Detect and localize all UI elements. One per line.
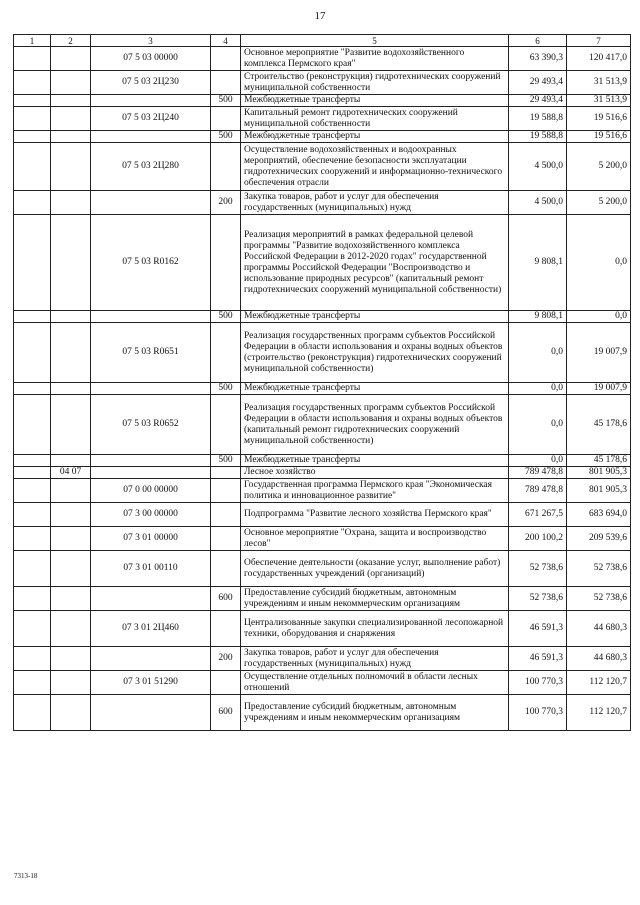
target-code-cell [91,131,211,143]
amount-year1-cell: 52 738,6 [509,587,567,611]
amount-year2-cell: 0,0 [567,215,631,311]
section-cell [14,191,51,215]
amount-year1-cell: 9 808,1 [509,215,567,311]
section-cell [14,107,51,131]
table-row [14,131,631,143]
expense-type-cell [211,395,241,455]
page-number: 17 [314,10,326,22]
table-row [14,383,631,395]
description-cell: Государственная программа Пермского края "Экономическая политика и инновационное развитие" [241,479,509,503]
target-code-cell: 07 5 03 2Ц240 [91,107,211,131]
amount-year1-cell: 4 500,0 [509,143,567,191]
description-cell: Лесное хозяйство [241,467,509,479]
section-cell [14,467,51,479]
table-row [14,455,631,467]
target-code-cell [91,191,211,215]
subsection-cell [51,383,91,395]
target-code-cell: 07 3 01 00110 [91,551,211,587]
subsection-cell [51,143,91,191]
amount-year2-cell: 0,0 [567,311,631,323]
table-row [14,527,631,551]
description-cell: Межбюджетные трансферты [241,311,509,323]
amount-year1-cell: 19 588,8 [509,131,567,143]
subsection-cell [51,671,91,695]
subsection-cell [51,455,91,467]
description-cell: Реализация государственных программ субъектов Российской Федерации в области использования и охраны водных объектов (строительство (реконструкция) гидротехнических сооружений муниципальной собственности) [241,323,509,383]
subsection-cell [51,107,91,131]
amount-year2-cell: 209 539,6 [567,527,631,551]
subsection-cell [51,191,91,215]
amount-year2-cell: 801 905,3 [567,467,631,479]
subsection-cell [51,311,91,323]
subsection-cell [51,695,91,731]
section-cell [14,647,51,671]
description-cell: Предоставление субсидий бюджетным, автономным учреждениям и иным некоммерческим организациям [241,695,509,731]
table-row [14,695,631,731]
target-code-cell [91,95,211,107]
table-row [14,95,631,107]
amount-year2-cell: 44 680,3 [567,611,631,647]
section-cell [14,311,51,323]
subsection-cell [51,131,91,143]
section-cell [14,455,51,467]
table-row [14,107,631,131]
description-cell: Основное мероприятие "Охрана, защита и воспроизводство лесов" [241,527,509,551]
target-code-cell: 07 5 03 R0162 [91,215,211,311]
amount-year2-cell: 5 200,0 [567,191,631,215]
amount-year1-cell: 29 493,4 [509,71,567,95]
target-code-cell [91,467,211,479]
amount-year2-cell: 19 516,6 [567,131,631,143]
amount-year1-cell: 9 808,1 [509,311,567,323]
expense-type-cell [211,143,241,191]
section-cell [14,71,51,95]
subsection-cell [51,479,91,503]
description-cell: Строительство (реконструкция) гидротехнических сооружений муниципальной собственности [241,71,509,95]
expense-type-cell [211,107,241,131]
target-code-cell: 07 0 00 00000 [91,479,211,503]
description-cell: Подпрограмма "Развитие лесного хозяйства Пермского края" [241,503,509,527]
target-code-cell [91,647,211,671]
expense-type-cell [211,527,241,551]
amount-year2-cell: 31 513,9 [567,71,631,95]
target-code-cell: 07 5 03 R0651 [91,323,211,383]
description-cell: Основное мероприятие "Развитие водохозяйственного комплекса Пермского края" [241,47,509,71]
description-cell: Закупка товаров, работ и услуг для обеспечения государственных (муниципальных) нужд [241,191,509,215]
column-number: 4 [211,35,241,47]
column-number: 1 [14,35,51,47]
target-code-cell [91,695,211,731]
amount-year2-cell: 44 680,3 [567,647,631,671]
subsection-cell [51,95,91,107]
target-code-cell: 07 3 00 00000 [91,503,211,527]
amount-year1-cell: 200 100,2 [509,527,567,551]
section-cell [14,215,51,311]
target-code-cell: 07 5 03 R0652 [91,395,211,455]
section-cell [14,611,51,647]
target-code-cell: 07 3 01 51290 [91,671,211,695]
target-code-cell [91,311,211,323]
table-row [14,47,631,71]
amount-year2-cell: 19 007,9 [567,383,631,395]
amount-year2-cell: 120 417,0 [567,47,631,71]
expense-type-cell: 200 [211,647,241,671]
amount-year1-cell: 46 591,3 [509,647,567,671]
amount-year1-cell: 46 591,3 [509,611,567,647]
subsection-cell [51,647,91,671]
subsection-cell [51,503,91,527]
amount-year1-cell: 19 588,8 [509,107,567,131]
description-cell: Осуществление отдельных полномочий в области лесных отношений [241,671,509,695]
description-cell: Реализация мероприятий в рамках федеральной целевой программы "Развитие водохозяйственного комплекса Российской Федерации в 2012-2020 годах" государственной программы Российской Федерации "Воспроизводство и использование природных ресурсов" (капитальный ремонт гидротехнических сооружений муниципальной собственности) [241,215,509,311]
amount-year1-cell: 63 390,3 [509,47,567,71]
expense-type-cell [211,47,241,71]
table-row [14,395,631,455]
expense-type-cell [211,71,241,95]
column-number: 5 [241,35,509,47]
amount-year1-cell: 789 478,8 [509,467,567,479]
amount-year1-cell: 0,0 [509,383,567,395]
section-cell [14,695,51,731]
subsection-cell [51,611,91,647]
description-cell: Межбюджетные трансферты [241,383,509,395]
table-row [14,323,631,383]
table-row [14,551,631,587]
section-cell [14,479,51,503]
amount-year1-cell: 29 493,4 [509,95,567,107]
column-number: 6 [509,35,567,47]
subsection-cell [51,323,91,383]
section-cell [14,95,51,107]
table-row [14,503,631,527]
expense-type-cell [211,215,241,311]
table-row [14,215,631,311]
target-code-cell [91,383,211,395]
column-number: 7 [567,35,631,47]
expense-type-cell [211,551,241,587]
expense-type-cell [211,323,241,383]
section-cell [14,323,51,383]
description-cell: Обеспечение деятельности (оказание услуг, выполнение работ) государственных учреждений (организаций) [241,551,509,587]
description-cell: Централизованные закупки специализированной лесопожарной техники, оборудования и снаряжения [241,611,509,647]
amount-year2-cell: 52 738,6 [567,587,631,611]
target-code-cell: 07 5 03 2Ц280 [91,143,211,191]
table-row [14,587,631,611]
document-code: 7313-18 [14,872,38,880]
description-cell: Закупка товаров, работ и услуг для обеспечения государственных (муниципальных) нужд [241,647,509,671]
column-number: 3 [91,35,211,47]
section-cell [14,551,51,587]
subsection-cell [51,551,91,587]
table-row [14,647,631,671]
expense-type-cell [211,611,241,647]
amount-year1-cell: 671 267,5 [509,503,567,527]
target-code-cell: 07 5 03 00000 [91,47,211,71]
expense-type-cell [211,479,241,503]
subsection-cell [51,215,91,311]
expense-type-cell: 600 [211,695,241,731]
expense-type-cell [211,467,241,479]
target-code-cell: 07 5 03 2Ц230 [91,71,211,95]
section-cell [14,143,51,191]
table-row [14,611,631,647]
target-code-cell: 07 3 01 2Ц460 [91,611,211,647]
expense-type-cell [211,503,241,527]
table-row [14,71,631,95]
subsection-cell [51,395,91,455]
table-row [14,191,631,215]
amount-year1-cell: 4 500,0 [509,191,567,215]
expense-type-cell: 500 [211,455,241,467]
table-row [14,467,631,479]
expense-type-cell [211,671,241,695]
table-row [14,311,631,323]
table-row [14,143,631,191]
description-cell: Межбюджетные трансферты [241,95,509,107]
column-number: 2 [51,35,91,47]
amount-year2-cell: 52 738,6 [567,551,631,587]
amount-year2-cell: 45 178,6 [567,395,631,455]
budget-table [13,34,631,731]
amount-year2-cell: 5 200,0 [567,143,631,191]
expense-type-cell: 500 [211,95,241,107]
target-code-cell [91,587,211,611]
subsection-cell [51,527,91,551]
table-row [14,479,631,503]
amount-year1-cell: 100 770,3 [509,695,567,731]
description-cell: Предоставление субсидий бюджетным, автономным учреждениям и иным некоммерческим организациям [241,587,509,611]
amount-year2-cell: 683 694,0 [567,503,631,527]
amount-year2-cell: 112 120,7 [567,695,631,731]
expense-type-cell: 200 [211,191,241,215]
amount-year2-cell: 19 516,6 [567,107,631,131]
amount-year1-cell: 789 478,8 [509,479,567,503]
section-cell [14,671,51,695]
description-cell: Капитальный ремонт гидротехнических сооружений муниципальной собственности [241,107,509,131]
subsection-cell: 04 07 [51,467,91,479]
expense-type-cell: 600 [211,587,241,611]
section-cell [14,587,51,611]
section-cell [14,131,51,143]
section-cell [14,503,51,527]
expense-type-cell: 500 [211,131,241,143]
amount-year1-cell: 0,0 [509,395,567,455]
expense-type-cell: 500 [211,383,241,395]
description-cell: Межбюджетные трансферты [241,131,509,143]
amount-year1-cell: 0,0 [509,455,567,467]
amount-year1-cell: 100 770,3 [509,671,567,695]
amount-year2-cell: 801 905,3 [567,479,631,503]
amount-year1-cell: 0,0 [509,323,567,383]
description-cell: Осуществление водохозяйственных и водоохранных мероприятий, обеспечение безопасности эксплуатации гидротехнических сооружений и информационно-технического обеспечения отрасли [241,143,509,191]
section-cell [14,395,51,455]
column-number-row [14,35,631,47]
amount-year1-cell: 52 738,6 [509,551,567,587]
description-cell: Реализация государственных программ субъектов Российской Федерации в области использования и охраны водных объектов (капитальный ремонт гидротехнических сооружений муниципальной собственности) [241,395,509,455]
target-code-cell: 07 3 01 00000 [91,527,211,551]
subsection-cell [51,47,91,71]
amount-year2-cell: 45 178,6 [567,455,631,467]
expense-type-cell: 500 [211,311,241,323]
section-cell [14,383,51,395]
subsection-cell [51,587,91,611]
section-cell [14,527,51,551]
description-cell: Межбюджетные трансферты [241,455,509,467]
amount-year2-cell: 19 007,9 [567,323,631,383]
section-cell [14,47,51,71]
amount-year2-cell: 31 513,9 [567,95,631,107]
target-code-cell [91,455,211,467]
subsection-cell [51,71,91,95]
amount-year2-cell: 112 120,7 [567,671,631,695]
table-row [14,671,631,695]
